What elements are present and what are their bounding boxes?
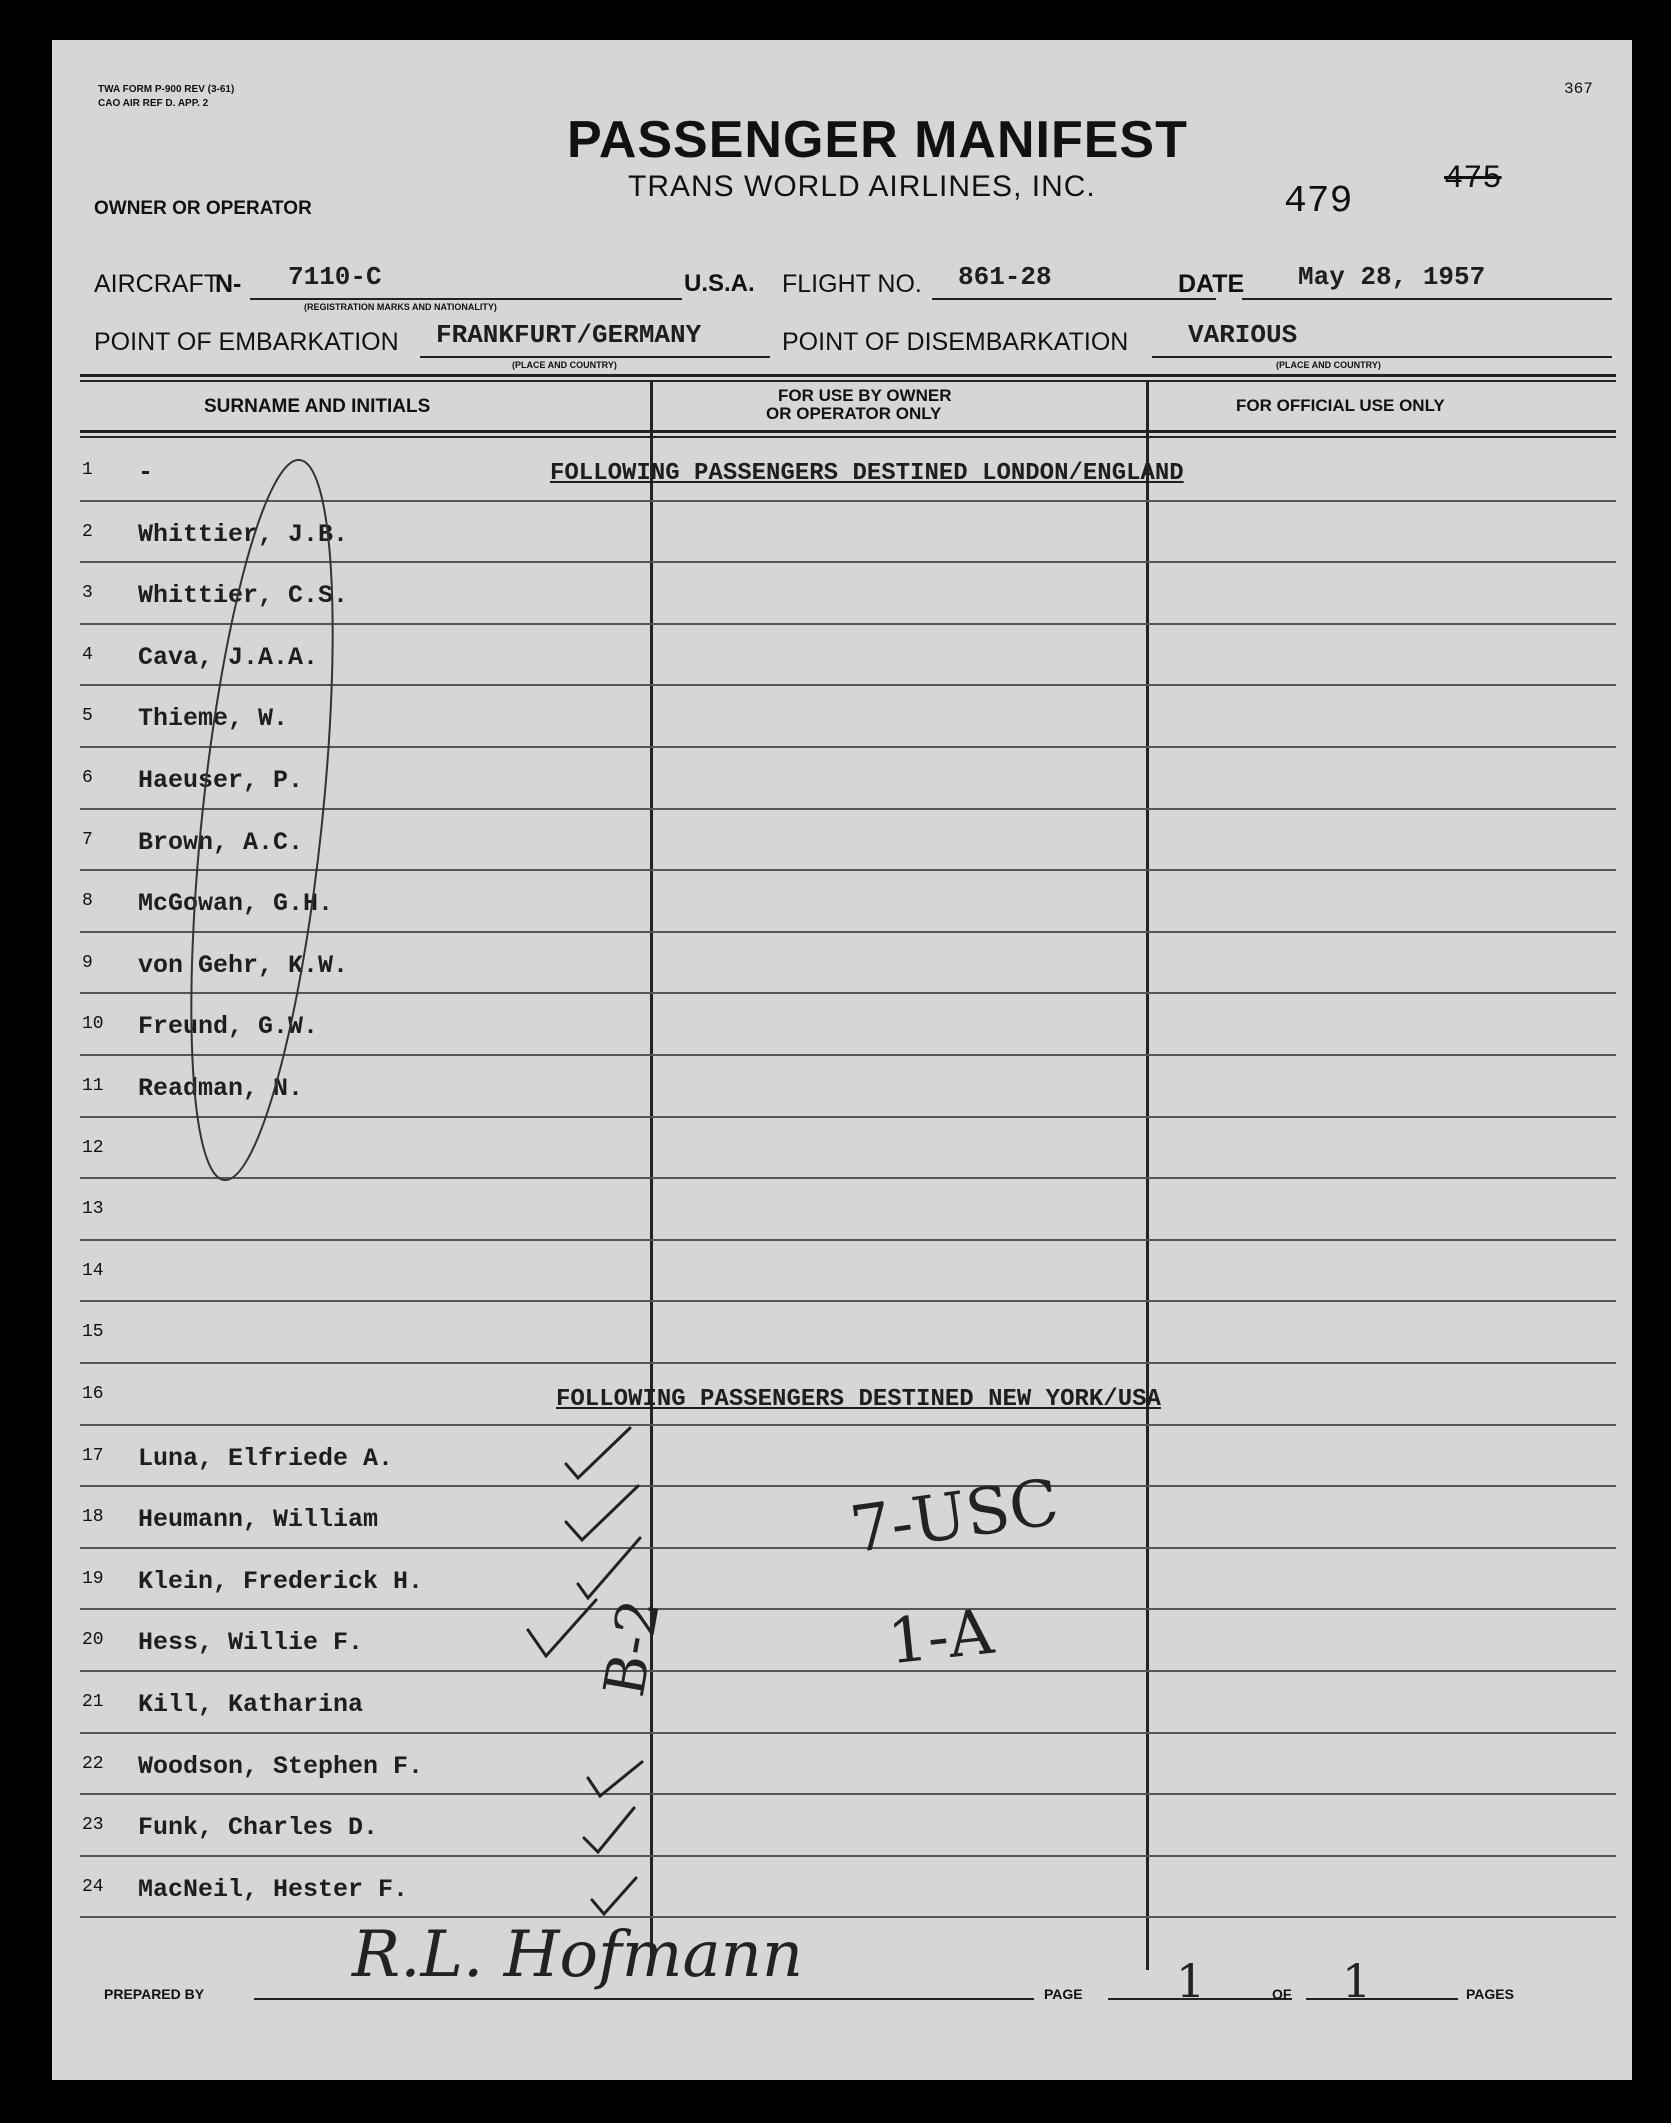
manifest-number: 479: [1284, 180, 1353, 223]
col-surname-header: SURNAME AND INITIALS: [204, 396, 431, 417]
check-mark: [592, 1878, 636, 1914]
row-number: 20: [82, 1630, 104, 1651]
registration-caption: (REGISTRATION MARKS AND NATIONALITY): [304, 302, 497, 312]
row-number: 12: [82, 1137, 104, 1158]
embark-label: POINT OF EMBARKATION: [94, 328, 399, 356]
row-number: 2: [82, 521, 93, 542]
disembark-caption: (PLACE AND COUNTRY): [1276, 360, 1381, 370]
row-number: 3: [82, 583, 93, 604]
check-mark: [566, 1486, 638, 1540]
of-value: 1: [1342, 1954, 1372, 2008]
flight-label-usa: U.S.A.: [684, 270, 755, 297]
page-label: PAGE: [1044, 1986, 1083, 2002]
passenger-name: Thieme, W.: [138, 704, 289, 734]
owner-label: OWNER OR OPERATOR: [94, 198, 312, 219]
aircraft-label: AIRCRAFT: [94, 270, 219, 298]
passenger-name: Whittier, J.B.: [138, 519, 349, 549]
row-number: 4: [82, 644, 93, 665]
prepared-label: PREPARED BY: [104, 1986, 205, 2002]
handwritten-marks: [52, 40, 1632, 2080]
page-reference: 367: [1564, 80, 1593, 98]
page-value: 1: [1176, 1954, 1206, 2008]
aircraft-prefix: N-: [215, 270, 242, 298]
row-number: 15: [82, 1322, 104, 1343]
passenger-name: Cava, J.A.A.: [138, 642, 319, 672]
row-number: 7: [82, 829, 93, 850]
section-header-newyork: FOLLOWING PASSENGERS DESTINED NEW YORK/USA: [556, 1386, 1161, 1413]
row-number: 17: [82, 1445, 104, 1466]
disembark-label: POINT OF DISEMBARKATION: [782, 328, 1129, 356]
row-number: 14: [82, 1260, 104, 1281]
passenger-name: -: [138, 458, 154, 487]
row-number: 11: [82, 1076, 104, 1096]
check-mark: [588, 1762, 642, 1796]
form-code-1: TWA FORM P-900 REV (3-61): [98, 84, 235, 95]
passenger-name: Readman, N.: [138, 1074, 304, 1103]
col-official-header: FOR OFFICIAL USE ONLY: [1236, 396, 1445, 415]
page-title: PASSENGER MANIFEST: [567, 111, 1188, 169]
row-number: 9: [82, 952, 93, 973]
preparer-signature: R.L. Hofmann: [352, 1918, 804, 1992]
flight-label: FLIGHT NO.: [782, 270, 922, 298]
form-code-2: CAO AIR REF D. APP. 2: [98, 98, 209, 109]
row-number: 6: [82, 768, 93, 788]
passenger-name: Klein, Frederick H.: [138, 1566, 424, 1596]
check-mark: [584, 1808, 634, 1852]
date-value: May 28, 1957: [1298, 262, 1486, 292]
row-number: 16: [82, 1384, 104, 1404]
manifest-number-struck: 475: [1444, 160, 1502, 197]
passenger-name: Freund, G.W.: [138, 1012, 319, 1042]
row-number: 18: [82, 1507, 104, 1528]
row-number: 1: [82, 460, 93, 480]
embark-caption: (PLACE AND COUNTRY): [512, 360, 617, 370]
row-number: 23: [82, 1815, 104, 1836]
section-header-london: FOLLOWING PASSENGERS DESTINED LONDON/ENGLAND: [550, 460, 1184, 487]
flight-number: 861-28: [958, 262, 1052, 292]
passenger-name: Haeuser, P.: [138, 766, 304, 795]
passenger-name: Woodson, Stephen F.: [138, 1751, 424, 1781]
passenger-name: Hess, Willie F.: [138, 1628, 364, 1658]
passenger-name: Kill, Katharina: [138, 1690, 364, 1719]
of-label: OF: [1272, 1986, 1292, 2002]
check-mark: [566, 1428, 630, 1478]
disembark-value: VARIOUS: [1188, 320, 1298, 350]
row-number: 10: [82, 1014, 104, 1035]
passenger-name: Whittier, C.S.: [138, 581, 349, 611]
passenger-name: Brown, A.C.: [138, 827, 304, 857]
check-mark: [578, 1538, 640, 1598]
check-mark: [528, 1600, 596, 1656]
passenger-name: Luna, Elfriede A.: [138, 1443, 394, 1473]
passenger-name: McGowan, G.H.: [138, 889, 334, 919]
passenger-name: Heumann, William: [138, 1505, 379, 1535]
date-label: DATE: [1178, 270, 1245, 298]
row-number: 13: [82, 1199, 104, 1220]
col-owner-header-1: FOR USE BY OWNER: [778, 386, 952, 405]
row-number: 22: [82, 1753, 104, 1774]
passenger-name: von Gehr, K.W.: [138, 950, 349, 980]
passenger-name: Funk, Charles D.: [138, 1813, 379, 1843]
row-number: 19: [82, 1568, 104, 1589]
embark-value: FRANKFURT/GERMANY: [436, 320, 702, 350]
aircraft-value: 7110-C: [288, 262, 382, 292]
row-number: 21: [82, 1692, 104, 1712]
passenger-name: MacNeil, Hester F.: [138, 1874, 409, 1904]
row-number: 24: [82, 1876, 104, 1897]
annotation-code-b: 1-A: [884, 1594, 997, 1679]
col-owner-header-2: OR OPERATOR ONLY: [766, 404, 942, 423]
manifest-sheet: [52, 40, 1632, 2080]
annotation-code-c: B-2: [592, 1594, 673, 1702]
annotation-code-a: 7-USC: [845, 1465, 1064, 1569]
row-number: 5: [82, 706, 93, 727]
company-name: TRANS WORLD AIRLINES, INC.: [628, 170, 1096, 203]
row-number: 8: [82, 891, 93, 912]
pages-label: PAGES: [1466, 1986, 1514, 2002]
